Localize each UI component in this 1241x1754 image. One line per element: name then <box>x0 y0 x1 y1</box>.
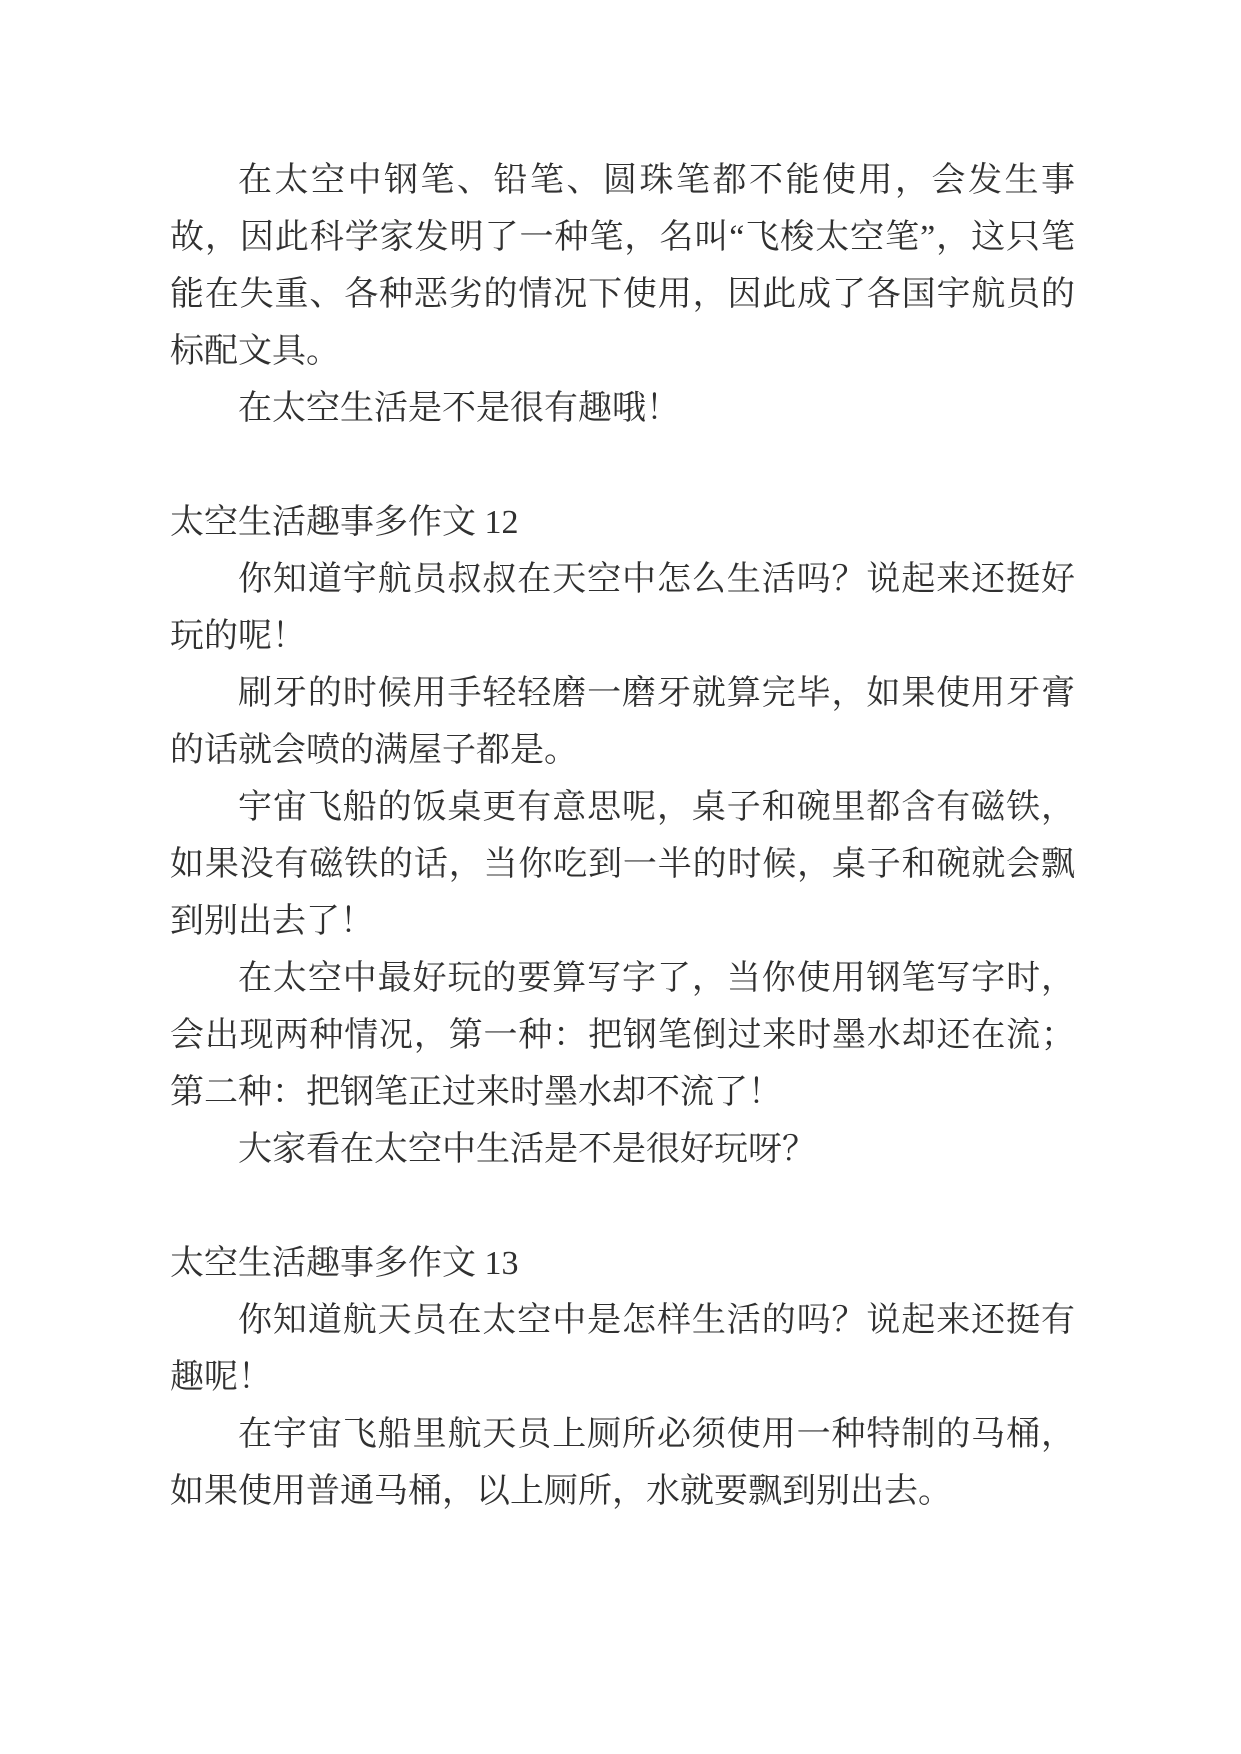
document-content <box>170 152 1075 1520</box>
paragraph: 在太空中钢笔、铅笔、圆珠笔都不能使用，会发生事故，因此科学家发明了一种笔，名叫“飞梭太空笔”，这只笔能在失重、各种恶劣的情况下使用，因此成了各国宇航员的标配文具。 <box>170 162 1075 370</box>
paragraph: 宇宙飞船的饭桌更有意思呢，桌子和碗里都含有磁铁，如果没有磁铁的话，当你吃到一半的时候，桌子和碗就会飘到别出去了！ <box>170 789 1075 940</box>
paragraph: 大家看在太空中生活是不是很好玩呀？ <box>238 1131 816 1168</box>
paragraph: 在宇宙飞船里航天员上厕所必须使用一种特制的马桶，如果使用普通马桶，以上厕所，水就要飘到别出去。 <box>170 1416 1075 1510</box>
paragraph: 在太空中最好玩的要算写字了，当你使用钢笔写字时，会出现两种情况，第一种：把钢笔倒过来时墨水却还在流；第二种：把钢笔正过来时墨水却不流了！ <box>170 960 1075 1111</box>
paragraph: 刷牙的时候用手轻轻磨一磨牙就算完毕，如果使用牙膏的话就会喷的满屋子都是。 <box>170 675 1075 769</box>
paragraph: 在太空生活是不是很有趣哦！ <box>238 390 680 427</box>
section-heading: 太空生活趣事多作文 12 <box>170 504 519 541</box>
section-heading: 太空生活趣事多作文 13 <box>170 1245 519 1282</box>
paragraph: 你知道航天员在太空中是怎样生活的吗？说起来还挺有趣呢！ <box>170 1302 1075 1396</box>
paragraph: 你知道宇航员叔叔在天空中怎么生活吗？说起来还挺好玩的呢！ <box>170 561 1075 655</box>
